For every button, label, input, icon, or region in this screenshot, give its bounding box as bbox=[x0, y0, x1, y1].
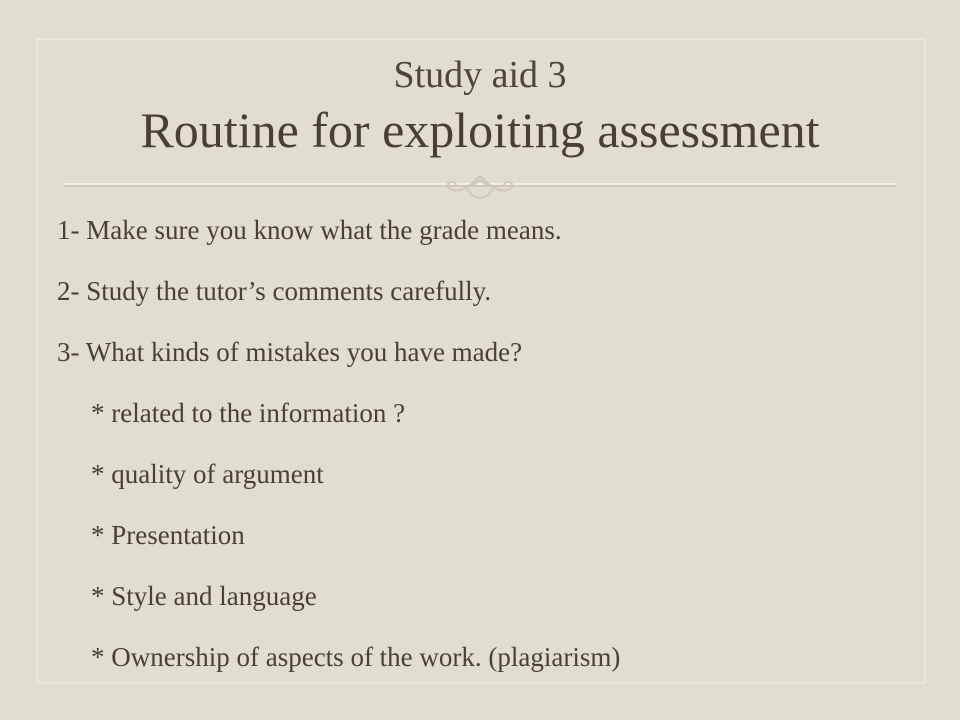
ornament-divider bbox=[64, 172, 896, 202]
list-subitem: * Presentation bbox=[91, 520, 245, 550]
title-block bbox=[0, 52, 960, 162]
list-subitem: * quality of argument bbox=[91, 459, 324, 489]
list-subitem: * related to the information ? bbox=[91, 398, 406, 428]
slide-subtitle: Study aid 3 bbox=[393, 54, 567, 96]
list-subitem: * Ownership of aspects of the work. (plagiarism) bbox=[91, 642, 621, 672]
list-subitem: * Style and language bbox=[91, 581, 317, 611]
list-item: 2- Study the tutor’s comments carefully. bbox=[57, 276, 492, 306]
slide-title: Routine for exploiting assessment bbox=[140, 102, 820, 158]
list-item: 1- Make sure you know what the grade means. bbox=[57, 215, 562, 245]
list-item: 3- What kinds of mistakes you have made? bbox=[57, 337, 523, 367]
slide-body bbox=[57, 200, 917, 688]
